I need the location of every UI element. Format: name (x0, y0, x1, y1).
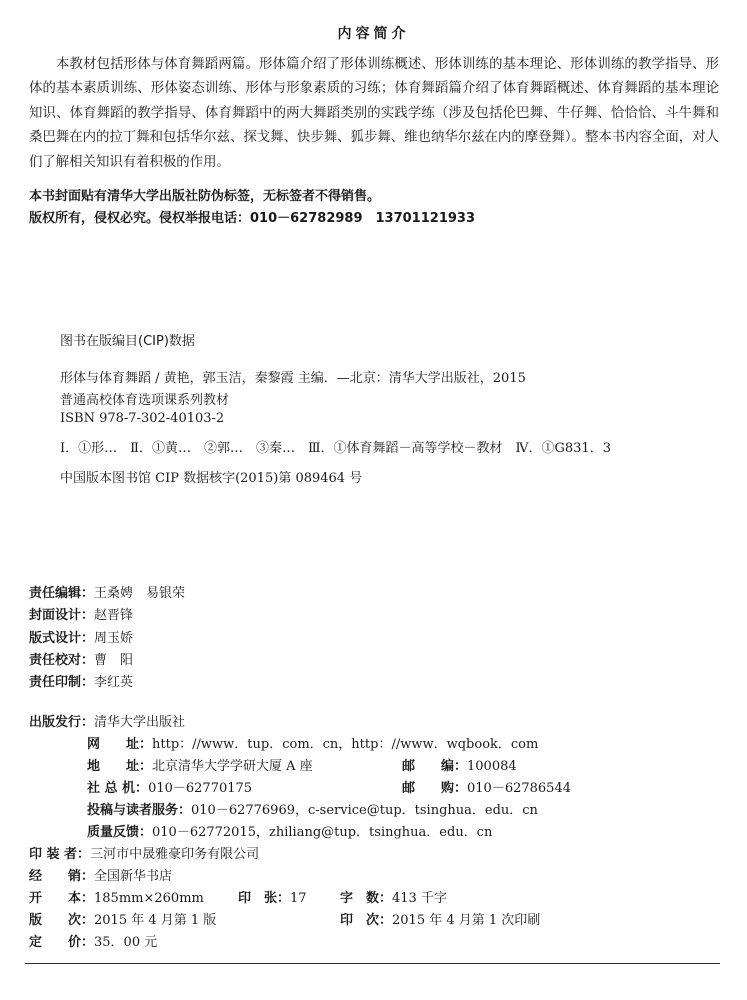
format-value: 185mm×260mm (94, 891, 204, 906)
format-label: 开 本： (29, 891, 95, 906)
price-row (29, 932, 157, 954)
quality-feedback-value: 010－62772015，zhiliang@tup．tsinghua．edu．cn (152, 825, 493, 840)
postcode-label: 邮 编： (402, 759, 468, 774)
credit-label: 责任印制： (29, 675, 95, 691)
cip-record-line: 中国版本图书馆 CIP 数据核字(2015)第 089464 号 (60, 471, 363, 486)
credit-value: 曹 阳 (94, 652, 134, 668)
credit-value: 周玉娇 (94, 630, 134, 646)
publisher-value: 清华大学出版社 (94, 715, 186, 730)
phone-row (87, 778, 727, 800)
word-count-value: 413 千字 (392, 891, 447, 906)
submission-label: 投稿与读者服务： (87, 803, 192, 818)
edition-value: 2015 年 4 月第 1 版 (94, 913, 217, 928)
cip-series-line: 普通高校体育选项课系列教材 (60, 393, 230, 408)
anti-counterfeit-notice: 本书封面贴有清华大学出版社防伪标签，无标签者不得销售。 (29, 189, 381, 204)
quality-feedback-label: 质量反馈： (87, 825, 153, 840)
credits-block (29, 583, 185, 694)
word-count-label: 字 数： (340, 891, 393, 906)
website-label: 网 址： (87, 737, 153, 752)
sheets-value: 17 (290, 891, 307, 906)
edition-label: 版 次： (29, 913, 95, 928)
book-summary: 本教材包括形体与体育舞蹈两篇。形体篇介绍了形体训练概述、形体训练的基本理论、形体训练的教学指导、形体的基本素质训练、形体姿态训练、形体与形象素质的习练；体育舞蹈篇介绍了体育舞蹈概述、体育舞蹈的基本理论知识、体育舞蹈的教学指导、体育舞蹈中的两大舞蹈类别的实践学练（涉及包括伦巴舞、牛仔舞、恰恰恰、斗牛舞和桑巴舞在内的拉丁舞和包括华尔兹、探戈舞、快步舞、狐步舞、维也纳华尔兹在内的摩登舞）。整本书内容全面，对人们了解相关知识有着积极的作用。 (29, 57, 719, 170)
submission-value: 010－62776969，c-service@tup．tsinghua．edu．cn (191, 803, 538, 818)
copyright-notice: 版权所有，侵权必究。侵权举报电话：010－62782989 13701121933 (29, 211, 475, 226)
credit-label: 责任校对： (29, 652, 95, 668)
credit-row (29, 650, 185, 672)
price-label: 定 价： (29, 935, 95, 950)
address-value: 北京清华大学学研大厦 A 座 (152, 759, 313, 774)
credit-value: 李红英 (94, 675, 134, 691)
publisher-label: 出版发行： (29, 715, 95, 730)
address-row (87, 756, 727, 778)
cip-heading: 图书在版编目(CIP)数据 (60, 334, 195, 349)
cip-classification-line: Ⅰ．①形… Ⅱ．①黄… ②郭… ③秦… Ⅲ．①体育舞蹈－高等学校－教材 Ⅳ．①G831．3 (60, 441, 611, 456)
credit-value: 王桑娉 易银荣 (94, 586, 186, 601)
price-value: 35．00 元 (94, 935, 158, 950)
printer-row (29, 844, 259, 866)
switchboard-value: 010－62770175 (148, 781, 253, 796)
website-row (87, 734, 538, 756)
distributor-label: 经 销： (29, 869, 95, 884)
edition-row (29, 910, 719, 932)
credit-row (29, 672, 185, 694)
address-label: 地 址： (87, 759, 153, 774)
switchboard-label: 社 总 机： (87, 781, 149, 796)
mail-order-label: 邮 购： (402, 781, 468, 796)
quality-feedback-row (87, 822, 492, 844)
credit-label: 版式设计： (29, 630, 95, 646)
impression-label: 印 次： (340, 913, 393, 928)
impression-value: 2015 年 4 月第 1 次印刷 (392, 913, 541, 928)
credit-label: 封面设计： (29, 608, 95, 624)
cip-isbn-line: ISBN 978-7-302-40103-2 (60, 411, 225, 426)
website-value: http：//www．tup．com．cn，http：//www．wqbook．com (152, 737, 539, 752)
credit-row (29, 605, 185, 627)
credit-value: 赵晋锋 (94, 608, 134, 624)
publisher-row (29, 712, 185, 734)
distributor-row (29, 866, 172, 888)
credit-row (29, 628, 185, 650)
printer-label: 印 装 者： (29, 847, 91, 862)
submission-row (87, 800, 538, 822)
credit-label: 责任编辑： (29, 586, 95, 601)
credit-row (29, 583, 185, 605)
bottom-divider (25, 963, 720, 964)
distributor-value: 全国新华书店 (94, 869, 173, 884)
format-row (29, 888, 719, 910)
sheets-label: 印 张： (238, 891, 291, 906)
page-title: 内容简介 (337, 26, 410, 42)
postcode-value: 100084 (467, 759, 517, 774)
mail-order-value: 010－62786544 (467, 781, 571, 796)
cip-title-line: 形体与体育舞蹈 / 黄艳，郭玉洁，秦黎霞 主编．—北京：清华大学出版社，2015 (60, 371, 526, 386)
printer-value: 三河市中晟雅豪印务有限公司 (90, 847, 260, 862)
